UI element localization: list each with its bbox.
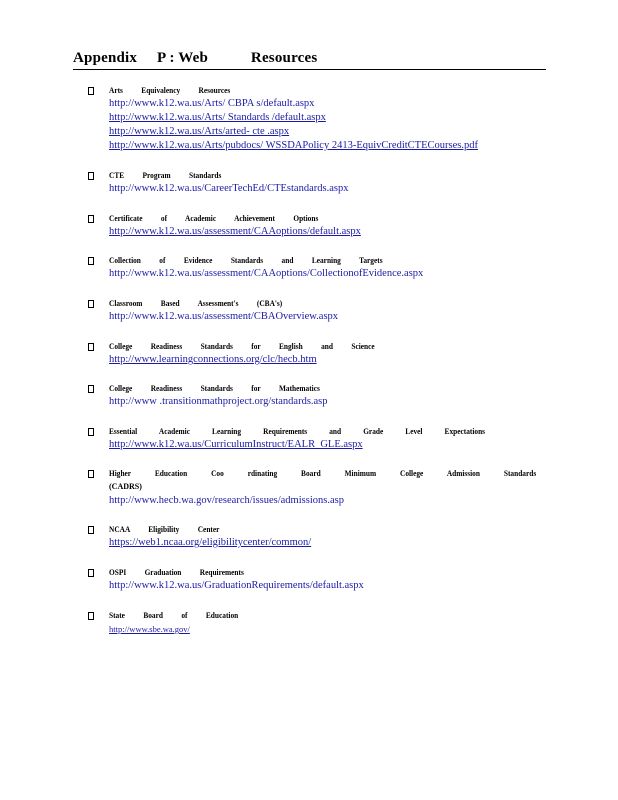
hecb-admissions-link[interactable]: http://www.hecb.wa.gov/research/issues/admissions.asp xyxy=(109,495,344,506)
bullet-box-icon xyxy=(88,470,94,478)
arts-cbpa-link[interactable]: http://www.k12.wa.us/Arts/ CBPA s/default.aspx xyxy=(109,98,315,109)
arts-cte-link[interactable]: http://www.k12.wa.us/Arts/arted- cte .aspx xyxy=(109,126,290,137)
heading-appendix: Appendix xyxy=(73,50,138,66)
entry-label: State Board of Education xyxy=(109,611,239,620)
cte-standards-link[interactable]: http://www.k12.wa.us/CareerTechEd/CTEstandards.aspx xyxy=(109,183,349,194)
caa-options-link[interactable]: http://www.k12.wa.us/assessment/CAAoptions/default.aspx xyxy=(109,226,361,237)
bullet-box-icon xyxy=(88,172,94,180)
ospi-graduation-link[interactable]: http://www.k12.wa.us/GraduationRequirements/default.aspx xyxy=(109,580,364,591)
entry-label: Higher Education Coo rdinating Board Minimum College Admission Standards xyxy=(109,469,537,478)
bullet-box-icon xyxy=(88,526,94,534)
bullet-box-icon xyxy=(88,215,94,223)
heading-letter: P : Web xyxy=(156,50,209,66)
bullet-box-icon xyxy=(88,612,94,620)
arts-standards-link[interactable]: http://www.k12.wa.us/Arts/ Standards /default.aspx xyxy=(109,112,326,123)
ealr-gle-link[interactable]: http://www.k12.wa.us/CurriculumInstruct/EALR_GLE.aspx xyxy=(109,439,363,450)
entry-label-continued: (CADRS) xyxy=(109,482,142,491)
entry-label: Certificate of Academic Achievement Options xyxy=(109,214,319,223)
entry-label: Essential Academic Learning Requirements and Grade Level Expectations xyxy=(109,427,486,436)
transition-math-link[interactable]: http://www .transitionmathproject.org/standards.asp xyxy=(109,396,328,407)
bullet-box-icon xyxy=(88,569,94,577)
entry-label: NCAA Eligibility Center xyxy=(109,525,220,534)
bullet-box-icon xyxy=(88,343,94,351)
appendix-heading xyxy=(73,50,546,70)
entry-label: College Readiness Standards for English and Science xyxy=(109,342,375,351)
collection-evidence-link[interactable]: http://www.k12.wa.us/assessment/CAAoptions/CollectionofEvidence.aspx xyxy=(109,268,424,279)
bullet-box-icon xyxy=(88,300,94,308)
heading-resources: Resources xyxy=(250,50,318,66)
bullet-box-icon xyxy=(88,385,94,393)
entry-label: CTE Program Standards xyxy=(109,171,222,180)
entry-label: Arts Equivalency Resources xyxy=(109,86,231,95)
bullet-box-icon xyxy=(88,257,94,265)
entry-label: Classroom Based Assessment's (CBA's) xyxy=(109,299,283,308)
entry-label: OSPI Graduation Requirements xyxy=(109,568,244,577)
cba-overview-link[interactable]: http://www.k12.wa.us/assessment/CBAOverview.aspx xyxy=(109,311,339,322)
entry-label: Collection of Evidence Standards and Learning Targets xyxy=(109,256,383,265)
ncaa-eligibility-link[interactable]: https://web1.ncaa.org/eligibilitycenter/common/ xyxy=(109,537,312,548)
sbe-link[interactable]: http://www.sbe.wa.gov/ xyxy=(109,624,190,634)
arts-policy-link[interactable]: http://www.k12.wa.us/Arts/pubdocs/ WSSDAPolicy 2413-EquivCreditCTECourses.pdf xyxy=(109,140,478,151)
bullet-box-icon xyxy=(88,87,94,95)
hecb-link[interactable]: http://www.learningconnections.org/clc/hecb.htm xyxy=(109,354,317,365)
entry-label: College Readiness Standards for Mathematics xyxy=(109,384,320,393)
bullet-box-icon xyxy=(88,428,94,436)
